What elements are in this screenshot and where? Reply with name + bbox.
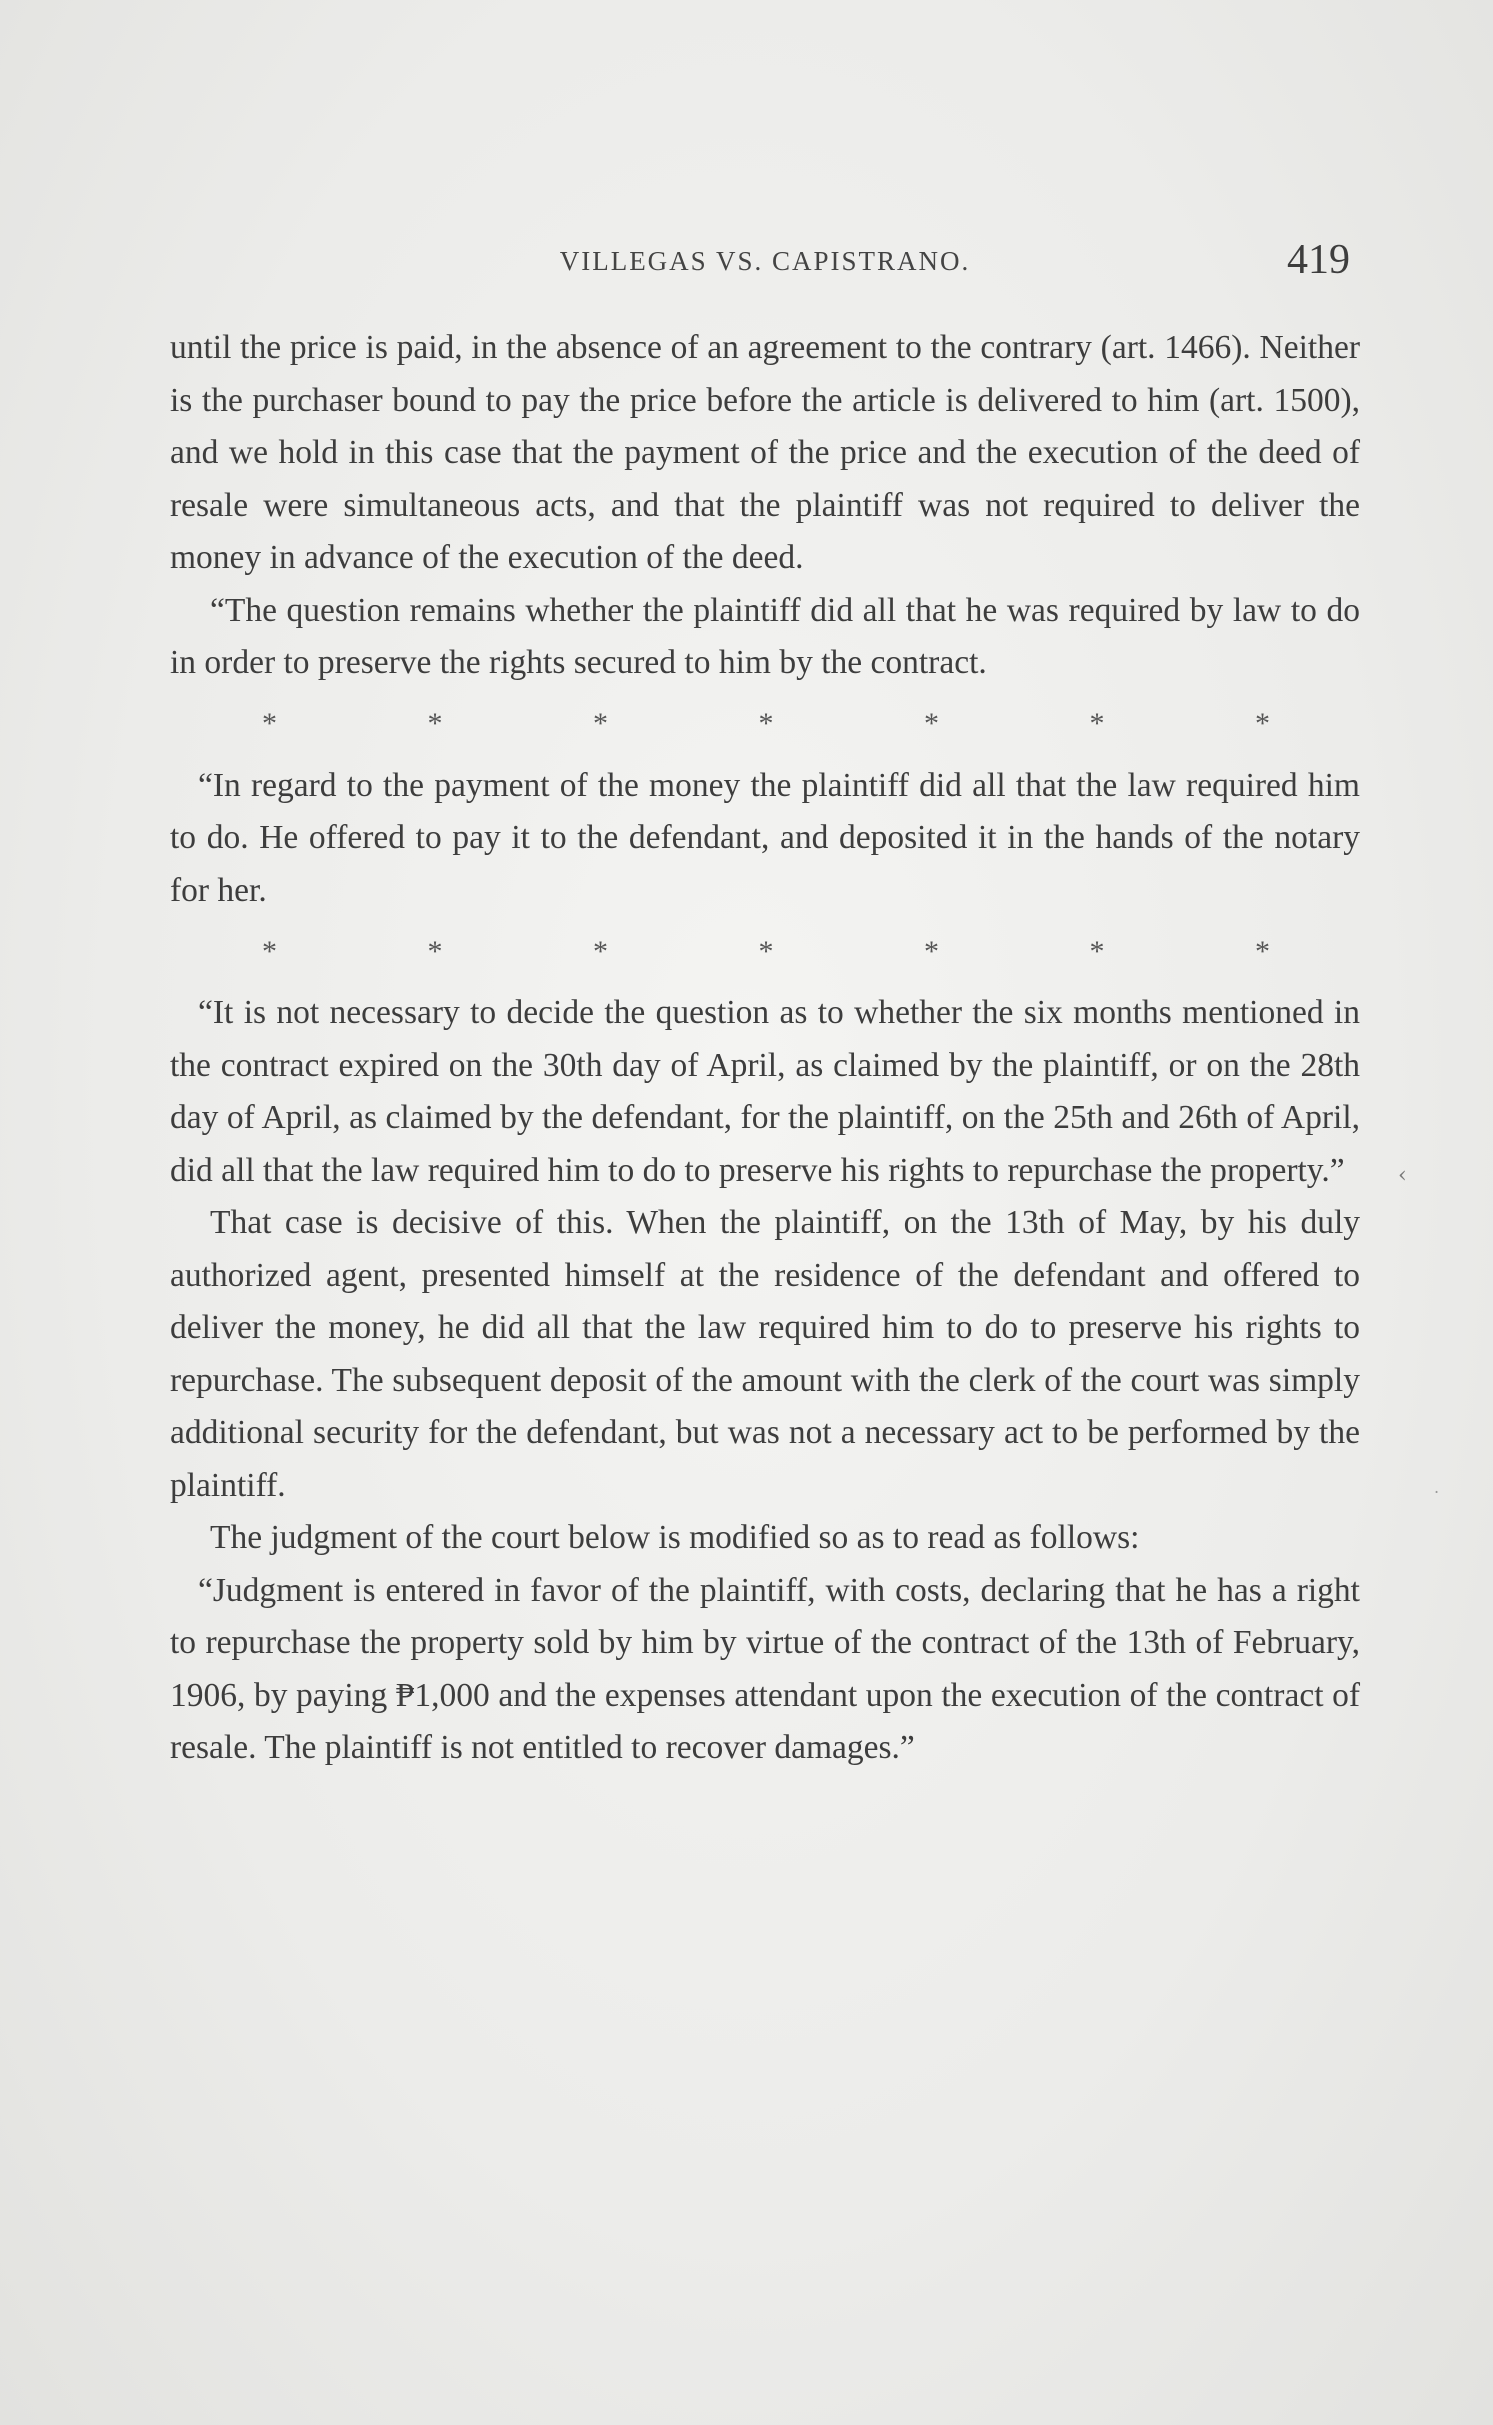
page-number: 419 — [1287, 237, 1350, 283]
separator-star: * — [924, 934, 939, 968]
separator-star: * — [1255, 707, 1270, 741]
paragraph: “Judgment is entered in favor of the plaintiff, with costs, declaring that he has a right to repurchase the property sold by him by virtue of the contract of the 13th of February, 1906, by paying ₱1,000 and the expenses attendant upon the execution of the contract of resale. The plaintiff is not entitled to recover damages.” — [170, 1571, 1360, 1766]
separator-star: * — [427, 934, 443, 968]
separator-star: * — [262, 934, 277, 968]
paragraph: “In regard to the payment of the money the plaintiff did all that the law required him to do. He offered to pay it to the defendant, and deposited it in the hands of the notary for her. — [170, 766, 1360, 909]
page-header — [170, 232, 1360, 292]
margin-mark: . — [1434, 1478, 1440, 1497]
separator-star: * — [758, 934, 774, 968]
section-separator — [170, 690, 1360, 760]
body-text — [170, 322, 1360, 1775]
separator-star: * — [1089, 934, 1105, 968]
separator-star: * — [427, 707, 443, 741]
separator-star: * — [1089, 707, 1105, 741]
separator-star: * — [758, 707, 774, 741]
separator-star: * — [593, 707, 608, 741]
paragraph: “The question remains whether the plaintiff did all that he was required by law to do in order to preserve the rights secured to him by the contract. — [170, 591, 1360, 681]
section-separator — [170, 917, 1360, 987]
paragraph: until the price is paid, in the absence of an agreement to the contrary (art. 1466). Neither is the purchaser bound to pay the price before the article is delivered to him (art. 1500), and we hold in this case that the payment of the price and the execution of the deed of resale were simultaneous acts, and that the plaintiff was not required to deliver the money in advance of the execution of the deed. — [170, 329, 1360, 576]
separator-star: * — [593, 934, 608, 968]
paragraph: The judgment of the court below is modified so as to read as follows: — [210, 1519, 1140, 1556]
separator-star: * — [924, 707, 939, 741]
margin-mark: ‹ — [1398, 1163, 1407, 1188]
running-head: VILLEGAS VS. CAPISTRANO. — [559, 246, 971, 276]
separator-star: * — [1255, 934, 1270, 968]
paragraph: “It is not necessary to decide the question as to whether the six months mentioned in the contract expired on the 30th day of April, as claimed by the plaintiff, or on the 28th day of April, as claimed by the defendant, for the plaintiff, on the 25th and 26th of April, did all that the law required him to do to preserve his rights to repurchase the property.” — [170, 994, 1360, 1189]
paragraph: That case is decisive of this. When the plaintiff, on the 13th of May, by his duly authorized agent, presented himself at the residence of the defendant and offered to deliver the money, he did all that the law required him to do to preserve his rights to repurchase. The subsequent deposit of the amount with the clerk of the court was simply additional security for the defendant, but was not a necessary act to be performed by the plaintiff. — [170, 1204, 1360, 1504]
separator-star: * — [262, 707, 277, 741]
